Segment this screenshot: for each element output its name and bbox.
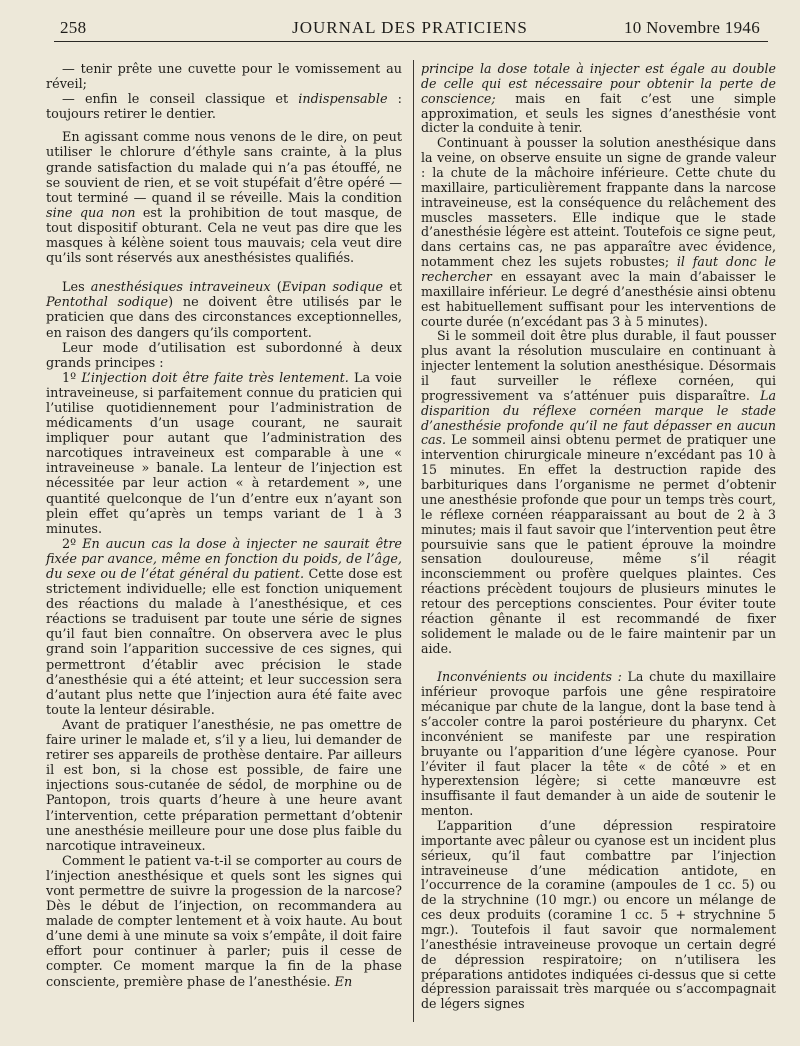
right-column [421,62,776,1012]
paragraph: Comment le patient va-t-il se comporter au cours de l’injection anesthésique et quels sont les signes qui vont permettre de suivre la progession de la narcose? Dès le début de l’injection, on recommandera au malade de compter lentement et à voix haute. Au bout d’une demi à une minute sa voix s’empâte, il doit faire effort pour continuer à parler; puis il cesse de compter. Ce moment marque la fin de la phase consciente, première phase de l’anesthésie. En [46,853,402,990]
column-divider [413,60,414,1022]
page-number: 258 [60,18,87,37]
paragraph: 1º L’injection doit être faite très lentement. La voie intraveineuse, si parfaitement connue du praticien qui l’utilise quotidiennement pour l’administration de médicaments d’un usage courant, ne saurait impliquer pour autant que l’administration des narcotiques intraveineux est comparable à une « intraveineuse » banale. La lenteur de l’injection est nécessitée par leur action « à retardement », une quantité quelconque de l’un d’entre eux n’ayant son plein effet qu’après un temps variant de 1 à 3 minutes. [46,370,402,537]
paragraph: Si le sommeil doit être plus durable, il faut pousser plus avant la résolution musculaire en continuant à injecter lentement la solution anesthésique. Désormais il faut surveiller le réflexe cornéen, qui progressivement va s’atténuer puis disparaître. La disparition du réflexe cornéen marque le stade d’anesthésie profonde qu’il ne faut dépasser en aucun cas. Le sommeil ainsi obtenu permet de pratiquer une intervention chirurgicale mineure n’excédant pas 10 à 15 minutes. En effet la destruction rapide des barbituriques dans l’organisme ne permet d’obtenir une anesthésie profonde que pour un temps très court, le réflexe cornéen réapparaissant au bout de 2 à 3 minutes; mais il faut savoir que l’intervention peut être poursuivie sans que le patient éprouve la moindre sensation douloureuse, même s’il réagit inconsciemment ou profère quelques plaintes. Ces réactions précèdent toujours de plusieurs minutes le retour des perceptions conscientes. Pour éviter toute réaction gênante il est recommandé de fixer solidement le malade ou de le faire maintenir par un aide. [421,328,776,656]
paragraph: Avant de pratiquer l’anesthésie, ne pas omettre de faire uriner le malade et, s’il y a lieu, lui demander de retirer ses appareils de prothèse dentaire. Par ailleurs il est bon, si la chose est possible, de faire une injections sous-cutanée de sédol, de morphine ou de Pantopon, trois quarts d’heure à une heure avant l’intervention, cette préparation permettant d’obtenir une anesthésie meilleure pour une dose plus faible du narcotique intraveineux. [46,717,402,854]
paragraph: 2º En aucun cas la dose à injecter ne saurait être fixée par avance, même en fonction du poids, de l’âge, du sexe ou de l’état général du patient. Cette dose est strictement individuelle; elle est fonction uniquement des réactions du malade à l’anesthésique, et ces réactions se traduisent par toute une série de signes qu’il faut bien connaître. On observera avec le plus grand soin l’apparition successive de ces signes, qui permettront d’établir avec précision le stade d’anesthésie qui a été atteint; et leur succession sera d’autant plus nette que l’injection aura été faite avec toute la lenteur désirable. [46,536,403,718]
header-rule [54,41,768,42]
running-header [60,14,760,40]
left-column [46,62,402,990]
paragraph: Leur mode d’utilisation est subordonné à deux grands principes : [46,340,402,371]
paragraph: En agissant comme nous venons de le dire, on peut utiliser le chlorure d’éthyle sans crainte, à la plus grande satisfaction du malade qui n’a pas étouffé, ne se souvient de rien, et se voit stupéfait d’être opéré — tout terminé — quand il se réveille. Mais la condition sine qua non est la prohibition de tout masque, de tout dispositif obturant. Cela ne veut pas dire que les masques à kélène soient tous mauvais; cela veut dire qu’ils sont réservés aux anesthésistes qualifiés. [46,130,402,267]
paragraph: Continuant à pousser la solution anesthésique dans la veine, on observe ensuite un signe de grande valeur : la chute de la mâchoire inférieure. Cette chute du maxillaire, particulièrement frappante dans la narcose intraveineuse, est la conséquence du relâchement des muscles masseters. Elle indique que le stade d’anesthésie légère est atteint. Toutefois ce signe peut, dans certains cas, ne pas apparaître avec évidence, notamment chez les sujets robustes; il faut donc le rechercher en essayant avec la main d’abaisser le maxillaire inférieur. Le degré d’anesthésie ainsi obtenu est habituellement suffisant pour les interventions de courte durée (n’excédant pas 3 à 5 minutes). [421,135,776,329]
paragraph: Inconvénients ou incidents : La chute du maxillaire inférieur provoque parfois une gêne respiratoire mécanique par chute de la langue, dont la base tend à s’accoler contre la paroi postérieure du pharynx. Cet inconvénient se manifeste par une respiration bruyante ou l’apparition d’une légère cyanose. Pour l’éviter il faut placer la tête « de côté » et en hyperextension légère; si cette manœuvre est insuffisante il faut demander à un aide de soutenir le menton. [421,669,776,819]
paragraph: L’apparition d’une dépression respiratoire importante avec pâleur ou cyanose est un incident plus sérieux, qu’il faut combattre par l’injection intraveineuse d’une médication antidote, en l’occurrence de la coramine (ampoules de 1 cc. 5) ou de la strychnine (10 mgr.) ou encore un mélange de ces deux produits (coramine 1 cc. 5 + strychnine 5 mgr.). Toutefois il faut savoir que normalement l’anesthésie intraveineuse provoque un certain degré de dépression respiratoire; on n’utilisera les préparations antidotes indiquées ci-dessus que si cette dépression paraissait très marquée ou s’accompagnait de légers signes [421,817,776,1012]
paragraph: Les anesthésiques intraveineux (Evipan sodique et Pentothal sodique) ne doivent être utilisés par le praticien que dans des circonstances exceptionnelles, en raison des dangers qu’ils comportent. [46,280,402,341]
paragraph: principe la dose totale à injecter est égale au double de celle qui est nécessaire pour obtenir la perte de conscience; mais en fait c’est une simple approximation, et seuls les signes d’anesthésie vont dicter la conduite à tenir. [421,61,776,136]
issue-date: 10 Novembre 1946 [623,18,760,37]
journal-title: JOURNAL DES PRATICIENS [292,18,528,37]
paragraph: — enfin le conseil classique et indispensable : toujours retirer le dentier. [46,92,402,123]
paragraph: — tenir prête une cuvette pour le vomissement au réveil; [46,62,402,93]
